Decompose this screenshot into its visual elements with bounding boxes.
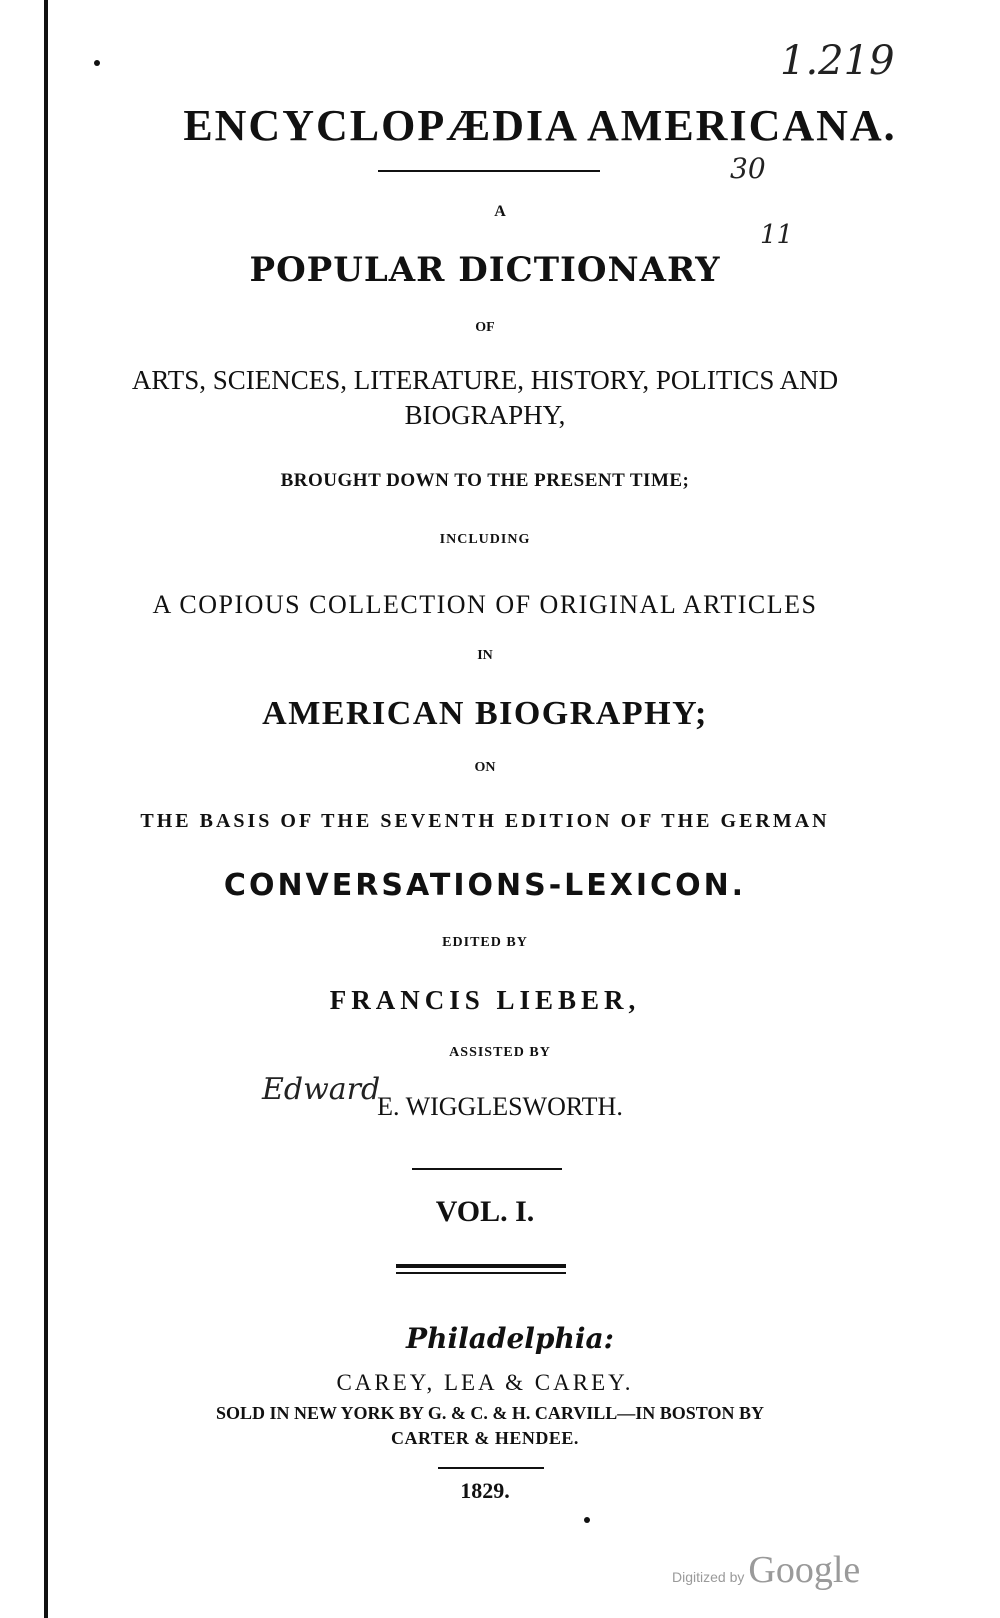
word-on: ON (474, 760, 496, 775)
rule-above-year (438, 1467, 544, 1469)
subjects-line-2: BIOGRAPHY, (404, 400, 566, 430)
digitized-watermark (672, 1548, 860, 1592)
word-in: IN (477, 648, 493, 663)
brought-down-line: BROUGHT DOWN TO THE PRESENT TIME; (280, 470, 690, 491)
assistant-name: E. WIGGLESWORTH. (377, 1092, 623, 1121)
collection-line: A COPIOUS COLLECTION OF ORIGINAL ARTICLES (152, 590, 818, 619)
city: Philadelphia: (406, 1322, 614, 1355)
handwritten-first-name: Edward (262, 1072, 381, 1107)
publisher: CAREY, LEA & CAREY. (336, 1370, 634, 1395)
subjects-line-1: ARTS, SCIENCES, LITERATURE, HISTORY, POLITICS AND (131, 365, 839, 395)
article-a: A (494, 203, 506, 220)
handwritten-margin-note-1: 30 (730, 152, 766, 185)
double-rule-bottom (396, 1272, 566, 1274)
editor-name: FRANCIS LIEBER, (329, 985, 641, 1015)
ink-dot (584, 1517, 590, 1523)
page-title: ENCYCLOPÆDIA AMERICANA. (183, 101, 897, 150)
handwritten-margin-note-2: 11 (760, 220, 794, 250)
rule-above-volume (412, 1168, 562, 1170)
basis-line: THE BASIS OF THE SEVENTH EDITION OF THE GERMAN (140, 810, 830, 832)
watermark-prefix: Digitized by (672, 1569, 745, 1585)
edited-by: EDITED BY (442, 935, 528, 950)
word-including: INCLUDING (439, 532, 531, 547)
word-of: OF (475, 320, 495, 335)
google-logo: Google (748, 1549, 861, 1591)
handwritten-catalog-number: 1.219 (780, 38, 895, 84)
volume-number: VOL. I. (435, 1195, 535, 1228)
title-rule (378, 170, 600, 172)
ink-dot (94, 60, 100, 66)
sold-line-1: SOLD IN NEW YORK BY G. & C. & H. CARVILL—IN BOSTON BY (216, 1403, 764, 1423)
assisted-by: ASSISTED BY (449, 1045, 551, 1060)
double-rule-top (396, 1264, 566, 1268)
sold-line-2: CARTER & HENDEE. (391, 1428, 579, 1448)
subtitle: POPULAR DICTIONARY (249, 250, 721, 290)
year: 1829. (460, 1478, 510, 1503)
conversations-lexicon: CONVERSATIONS-LEXICON. (223, 868, 747, 903)
american-biography: AMERICAN BIOGRAPHY; (262, 695, 708, 732)
